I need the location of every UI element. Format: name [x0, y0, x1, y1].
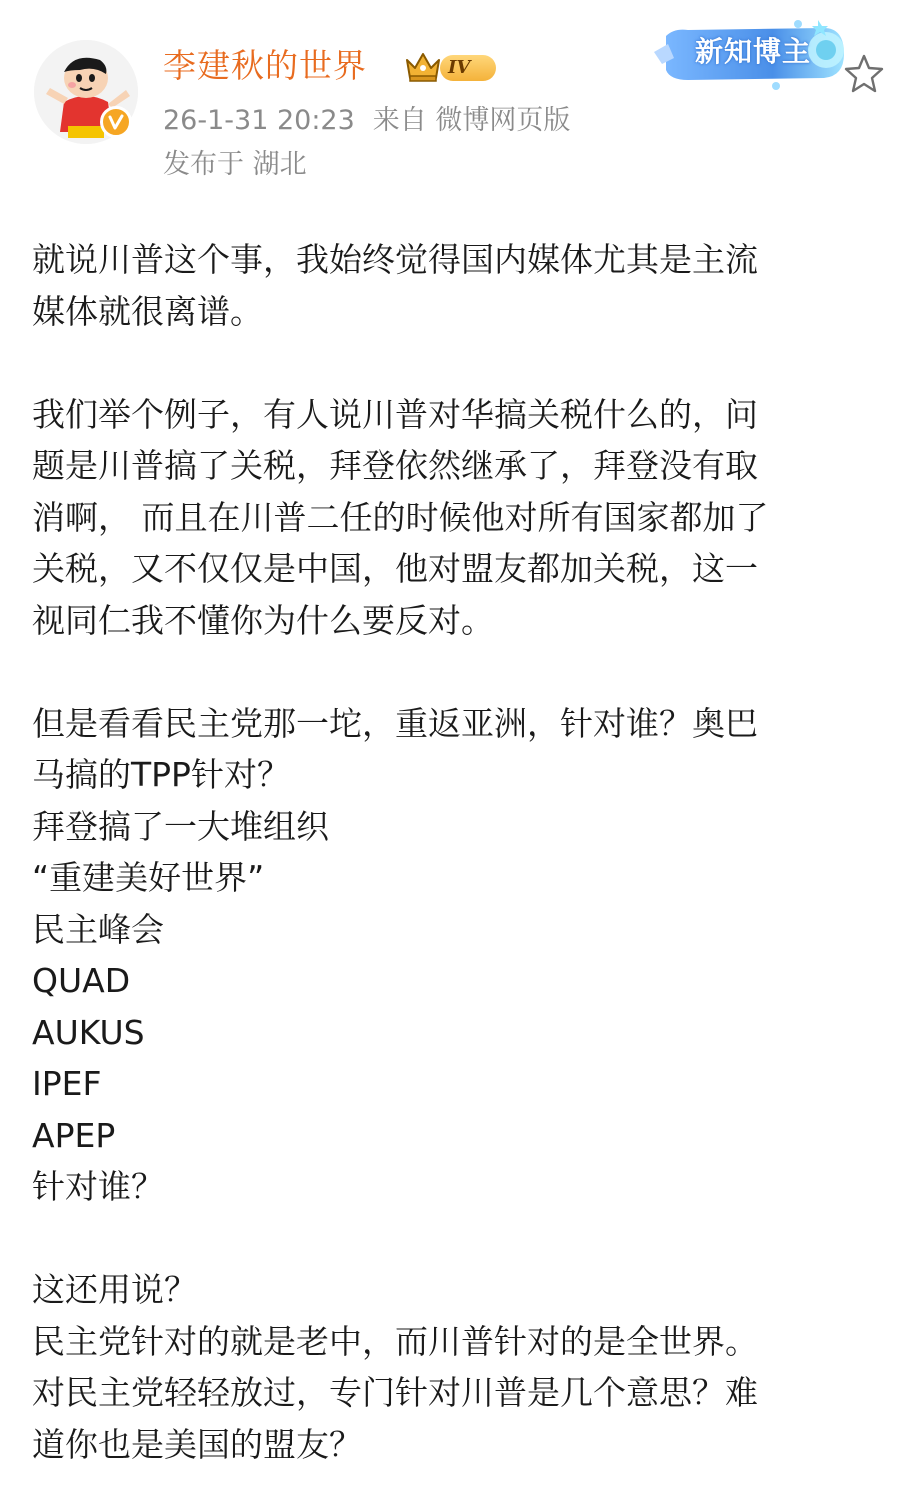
text-line: QUAD [32, 961, 131, 1000]
text-line: 消啊， 而且在川普二任的时候他对所有国家都加了 [32, 497, 769, 537]
verified-icon [100, 106, 132, 138]
level-badge: IV [440, 55, 496, 81]
text-line: 媒体就很离谱。 [32, 291, 263, 331]
blogger-badge[interactable] [648, 14, 854, 96]
post-source[interactable]: 来自 微博网页版 [372, 105, 571, 136]
post-timestamp: 26-1-31 20:23 [163, 105, 355, 136]
paragraph-2 [32, 389, 882, 647]
text-line: 题是川普搞了关税，拜登依然继承了，拜登没有取 [32, 446, 758, 485]
text-line: 民主党针对的就是老中，而川普针对的是全世界。 [32, 1321, 758, 1361]
text-line: 道你也是美国的盟友？ [32, 1424, 362, 1464]
text-line: 但是看看民主党那一坨，重返亚洲，针对谁？奥巴 [32, 703, 758, 743]
favorite-star-icon[interactable] [842, 52, 886, 96]
text-line: IPEF [32, 1064, 102, 1103]
text-line: APEP [32, 1115, 116, 1155]
paragraph-1 [32, 234, 882, 337]
author-name[interactable]: 李建秋的世界 [163, 46, 367, 85]
post-body [32, 234, 882, 1470]
text-line: 就说川普这个事，我始终觉得国内媒体尤其是主流 [32, 240, 758, 279]
post-location: 发布于 湖北 [163, 149, 307, 180]
crown-icon [403, 50, 443, 84]
text-line: 对民主党轻轻放过，专门针对川普是几个意思？难 [32, 1373, 758, 1412]
text-line: 针对谁？ [32, 1167, 164, 1206]
text-line: 这还用说？ [32, 1270, 197, 1309]
text-line: 拜登搞了一大堆组织 [32, 806, 329, 846]
text-line: AUKUS [32, 1012, 145, 1052]
paragraph-4 [32, 1264, 882, 1470]
text-line: 民主峰会 [32, 909, 164, 949]
text-line: 我们举个例子，有人说川普对华搞关税什么的，问 [32, 394, 758, 434]
text-line: “重建美好世界” [32, 858, 265, 897]
paragraph-3 [32, 698, 882, 1213]
text-line: 关税，又不仅仅是中国，他对盟友都加关税，这一 [32, 549, 758, 588]
text-line: 马搞的TPP针对？ [32, 755, 290, 794]
blogger-badge-label: 新知博主 [694, 35, 811, 68]
post-meta [163, 100, 570, 142]
text-line: 视同仁我不懂你为什么要反对。 [32, 600, 494, 640]
